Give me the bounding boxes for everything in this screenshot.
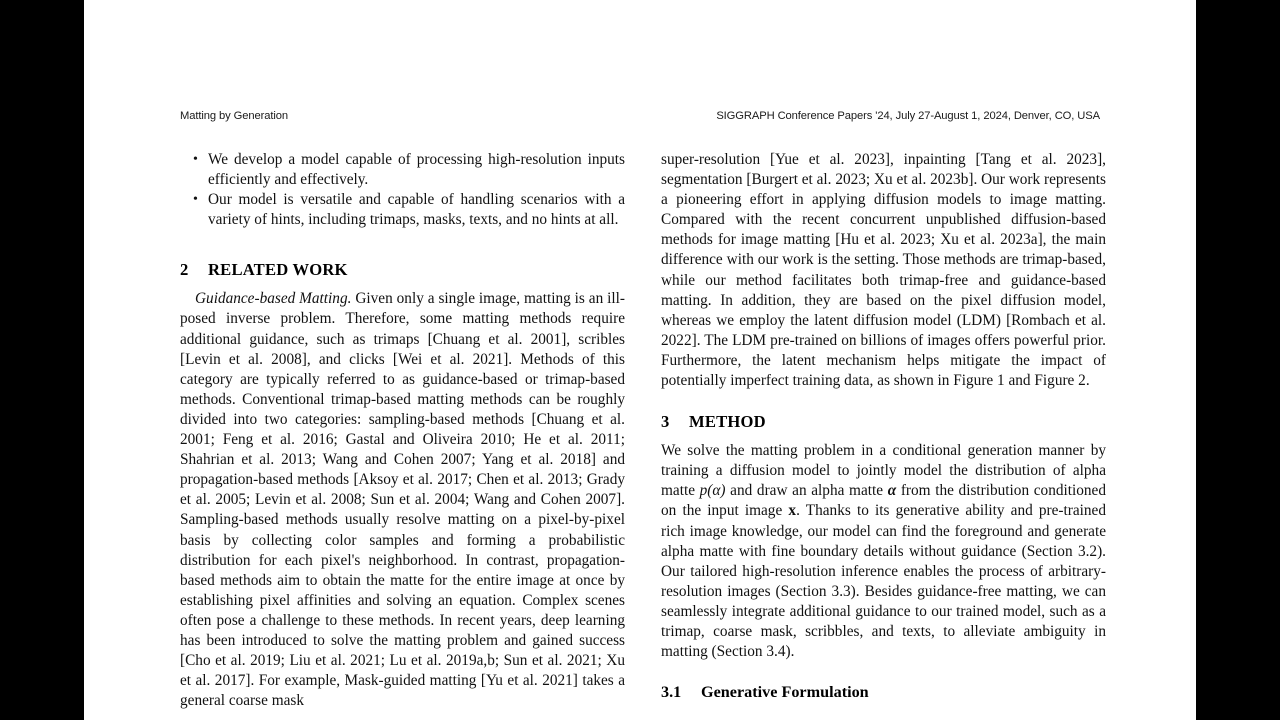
contribution-bullet-list bbox=[180, 150, 625, 230]
running-head bbox=[180, 110, 1100, 128]
left-column bbox=[180, 150, 625, 720]
subsection-number: 3.1 bbox=[661, 683, 682, 702]
section-title: RELATED WORK bbox=[208, 260, 348, 280]
math-x: x bbox=[788, 502, 797, 520]
method-text-part-3: from the distribution conditioned on the input image bbox=[661, 482, 1106, 520]
section-title: METHOD bbox=[689, 412, 766, 432]
spacer bbox=[661, 662, 1106, 682]
paragraph-lead-in: Guidance-based Matting. bbox=[195, 290, 352, 308]
method-text-part-4: . Thanks to its generative ability and pre-trained rich image knowledge, our model can find the foreground and generate alpha matte with fine boundary details without guidance (Section 3.2). Our tailored high-resolution inference enables the process of arbitrary-resolution images (Section 3.3). Besides guidance-free matting, we can seamlessly integrate additional guidance to our trained model, such as a trimap, coarse mask, scribbles, and texts, to alleviate ambiguity in matting (Section 3.4). bbox=[661, 502, 1106, 661]
paragraph-method-overview bbox=[661, 441, 1106, 662]
subsection-title: Generative Formulation bbox=[701, 683, 869, 702]
list-item: • Our model is versatile and capable of handling scenarios with a variety of hints, including trimaps, masks, texts, and no hints at all. bbox=[208, 190, 625, 230]
paragraph-guidance-based-matting bbox=[180, 289, 625, 711]
subsection-heading-generative-formulation bbox=[661, 682, 1106, 702]
section-number: 2 bbox=[180, 260, 189, 280]
two-column-body bbox=[180, 150, 1189, 720]
right-column bbox=[661, 150, 1106, 720]
spacer bbox=[180, 280, 625, 289]
running-head-right: SIGGRAPH Conference Papers '24, July 27-August 1, 2024, Denver, CO, USA bbox=[716, 110, 1100, 122]
spacer bbox=[661, 391, 1106, 412]
section-heading-related-work bbox=[180, 260, 625, 280]
running-head-left: Matting by Generation bbox=[180, 110, 288, 122]
pdf-page bbox=[84, 0, 1196, 720]
section-number: 3 bbox=[661, 412, 670, 432]
section-heading-method bbox=[661, 412, 1106, 432]
method-text-part-2: and draw an alpha matte bbox=[725, 482, 888, 500]
math-alpha: α bbox=[887, 482, 897, 500]
paragraph-text: Given only a single image, matting is an ill-posed inverse problem. Therefore, some matting methods require additional guidance, such as trimaps [Chuang et al. 2001], scribles [Levin et al. 2008], and clicks [Wei et al. 2021]. Methods of this category are typically referred to as guidance-based or trimap-based methods. Conventional trimap-based matting methods can be roughly divided into two categories: sampling-based methods [Chuang et al. 2001; Feng et al. 2016; Gastal and Oliveira 2010; He et al. 2011; Shahrian et al. 2013; Wang and Cohen 2007; Yang et al. 2018] and propagation-based methods [Aksoy et al. 2017; Chen et al. 2013; Grady et al. 2005; Levin et al. 2008; Sun et al. 2004; Wang and Cohen 2007]. Sampling-based methods usually resolve matting on a pixel-by-pixel basis by collecting color samples and forming a probabilistic distribution for each pixel's neighborhood. In contrast, propagation-based methods aim to obtain the matte for the entire image at once by establishing pixel affinities and solving an equation. Complex scenes often pose a challenge to these methods. In recent years, deep learning has been introduced to solve the matting problem and gained success [Cho et al. 2019; Liu et al. 2021; Lu et al. 2019a,b; Sun et al. 2021; Xu et al. 2017]. For example, Mask-guided matting [Yu et al. 2021] takes a general coarse mask bbox=[180, 290, 625, 710]
method-text-part-1: We solve the matting problem in a conditional generation manner by training a diffusion model to jointly model the distribution of alpha matte bbox=[661, 442, 1106, 500]
list-item: • We develop a model capable of processing high-resolution inputs efficiently and effectively. bbox=[208, 150, 625, 190]
spacer bbox=[661, 432, 1106, 441]
spacer bbox=[180, 230, 625, 260]
paragraph-diffusion-related-work: super-resolution [Yue et al. 2023], inpainting [Tang et al. 2023], segmentation [Burgert et al. 2023; Xu et al. 2023b]. Our work represents a pioneering effort in applying diffusion models to image matting. Compared with the recent concurrent unpublished diffusion-based methods for image matting [Hu et al. 2023; Xu et al. 2023a], the main difference with our work is the setting. Those methods are trimap-based, while our method facilitates both trimap-free and guidance-based matting. In addition, they are based on the pixel diffusion model, whereas we employ the latent diffusion model (LDM) [Rombach et al. 2022]. The LDM pre-trained on billions of images offers powerful prior. Furthermore, the latent mechanism helps mitigate the impact of potentially imperfect training data, as shown in Figure 1 and Figure 2. bbox=[661, 151, 1106, 390]
math-p-alpha: p(α) bbox=[699, 482, 726, 500]
